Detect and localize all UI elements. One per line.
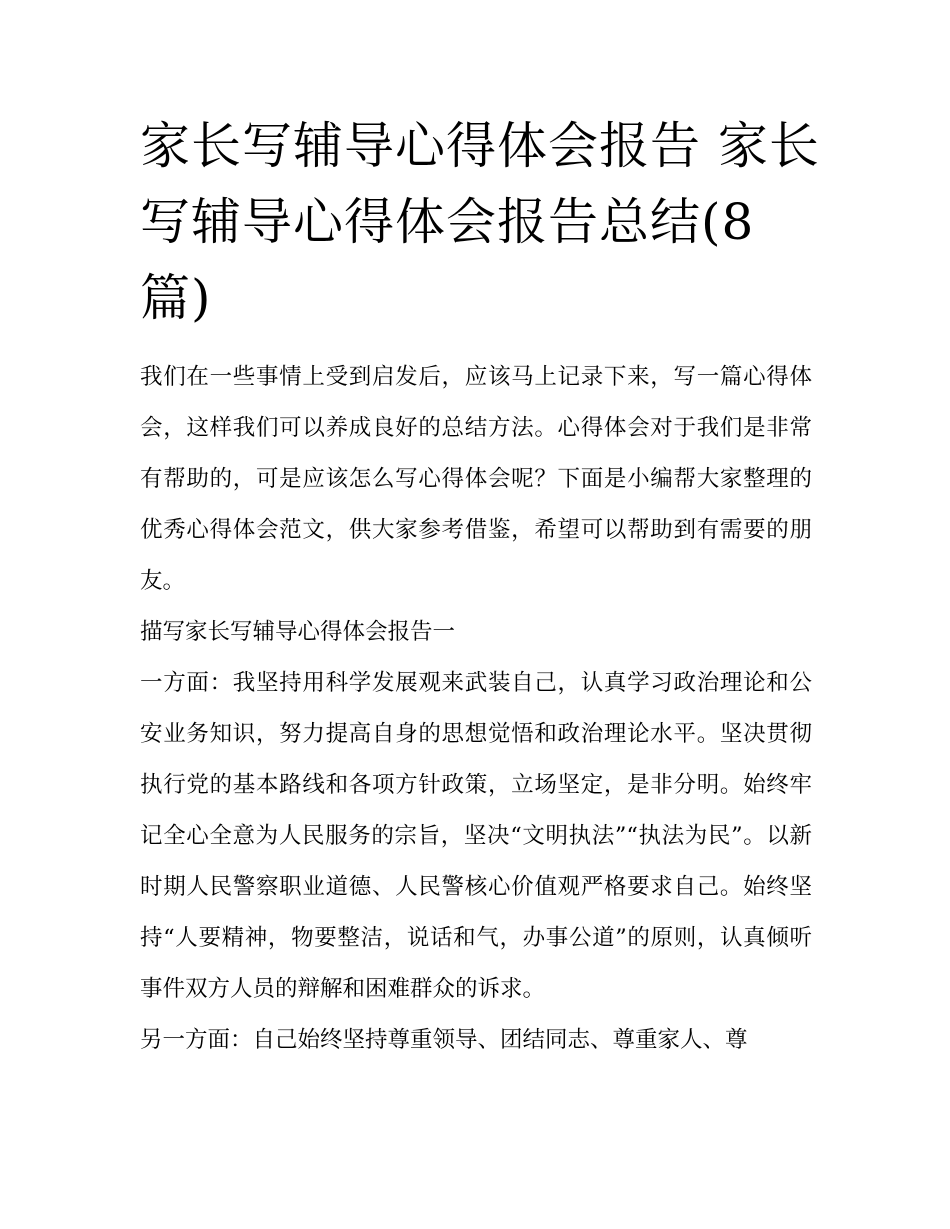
document-body bbox=[140, 352, 812, 1066]
title-line-3: 篇) bbox=[140, 269, 212, 327]
section-heading: 描写家长写辅导心得体会报告一 bbox=[140, 619, 456, 645]
body-paragraph-1: 一方面：我坚持用科学发展观来武装自己，认真学习政治理论和公安业务知识，努力提高自身的思想觉悟和政治理论水平。坚决贯彻执行党的基本路线和各项方针政策，立场坚定，是非分明。始终牢记全心全意为人民服务的宗旨，坚决“文明执法”“执法为民”。以新时期人民警察职业道德、人民警核心价值观严格要求自己。始终坚持“人要精神，物要整洁，说话和气，办事公道”的原则，认真倾听事件双方人员的辩解和困难群众的诉求。 bbox=[140, 670, 812, 1002]
title-line-2: 写辅导心得体会报告总结(8 bbox=[140, 193, 755, 251]
intro-paragraph: 我们在一些事情上受到启发后，应该马上记录下来，写一篇心得体会，这样我们可以养成良好的总结方法。心得体会对于我们是非常有帮助的，可是应该怎么写心得体会呢？下面是小编帮大家整理的优秀心得体会范文，供大家参考借鉴，希望可以帮助到有需要的朋友。 bbox=[140, 364, 812, 594]
document-title bbox=[140, 108, 820, 336]
title-line-1: 家长写辅导心得体会报告 家长 bbox=[140, 117, 820, 175]
body-paragraph-2: 另一方面：自己始终坚持尊重领导、团结同志、尊重家人、尊 bbox=[140, 1027, 748, 1053]
